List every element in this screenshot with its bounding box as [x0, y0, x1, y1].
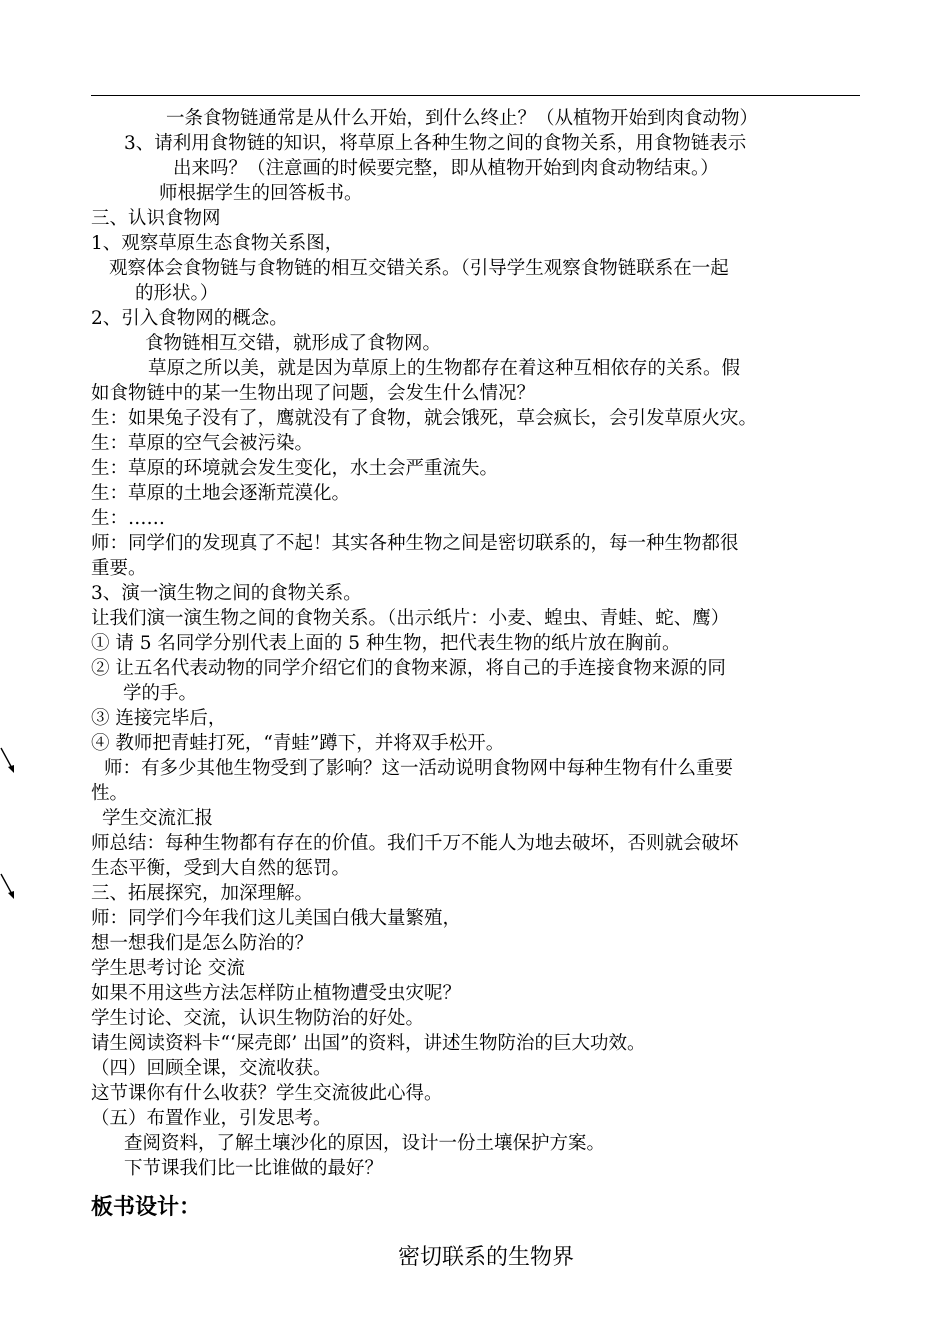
text-line: 生：…… [91, 508, 166, 529]
text-line: ④ 教师把青蛙打死，“青蛙”蹲下，并将双手松开。 [91, 733, 505, 754]
text-line: 草原之所以美，就是因为草原上的生物都存在着这种互相依存的关系。假 [148, 358, 741, 379]
text-line: 观察体会食物链与食物链的相互交错关系。（引导学生观察食物链联系在一起 [109, 258, 729, 279]
text-line: 想一想我们是怎么防治的？ [91, 933, 314, 954]
text-line: 师根据学生的回答板书。 [159, 183, 363, 204]
text-line: 下节课我们比一比谁做的最好？ [124, 1158, 384, 1179]
text-line: 让我们演一演生物之间的食物关系。（出示纸片：小麦、蝗虫、青蛙、蛇、鹰） [91, 608, 730, 629]
text-line: 学生思考讨论 交流 [91, 958, 245, 979]
text-line: 生：草原的环境就会发生变化，水土会严重流失。 [91, 458, 499, 479]
text-line: 学生讨论、交流，认识生物防治的好处。 [91, 1008, 425, 1029]
text-line: 师总结：每种生物都有存在的价值。我们千万不能人为地去破坏，否则就会破坏 [91, 833, 739, 854]
header-rule [91, 95, 860, 96]
text-line: 生：草原的空气会被污染。 [91, 433, 314, 454]
text-line: 性。 [91, 783, 129, 804]
margin-arrow-icon [0, 872, 16, 902]
text-line: ③ 连接完毕后， [91, 708, 227, 729]
text-line: 3、演一演生物之间的食物关系。 [91, 583, 362, 604]
text-line: 查阅资料，了解土壤沙化的原因，设计一份土壤保护方案。 [124, 1133, 606, 1154]
text-line: 如食物链中的某一生物出现了问题，会发生什么情况？ [91, 383, 536, 404]
text-line: 如果不用这些方法怎样防止植物遭受虫灾呢？ [91, 983, 462, 1004]
text-line: 的形状。） [135, 283, 219, 304]
board-design-heading: 板书设计： [91, 1195, 202, 1220]
text-line: 生：如果兔子没有了，鹰就没有了食物，就会饿死，草会疯长，会引发草原火灾。 [91, 408, 758, 429]
section-heading: （四）回顾全课，交流收获。 [91, 1058, 332, 1079]
text-line: 2、引入食物网的概念。 [91, 308, 288, 329]
section-heading: 三、认识食物网 [91, 208, 221, 229]
section-heading: （五）布置作业，引发思考。 [91, 1108, 332, 1129]
text-line: 生态平衡，受到大自然的惩罚。 [91, 858, 351, 879]
section-heading: 三、拓展探究，加深理解。 [91, 883, 314, 904]
text-line: 请生阅读资料卡“‘屎壳郎’ 出国”的资料，讲述生物防治的巨大功效。 [91, 1033, 646, 1054]
text-line: ② 让五名代表动物的同学介绍它们的食物来源，将自己的手连接食物来源的同 [91, 658, 726, 679]
text-line: 学生交流汇报 [102, 808, 214, 829]
margin-arrow-icon [0, 746, 16, 776]
text-line: 1、观察草原生态食物关系图， [91, 233, 344, 254]
text-line: 学的手。 [123, 683, 198, 704]
text-line: 师：同学们的发现真了不起！其实各种生物之间是密切联系的，每一种生物都很 [91, 533, 739, 554]
board-title: 密切联系的生物界 [398, 1245, 575, 1270]
text-line: ① 请 5 名同学分别代表上面的 5 种生物，把代表生物的纸片放在胸前。 [91, 633, 681, 654]
text-line: 出来吗？（注意画的时候要完整，即从植物开始到肉食动物结束。） [173, 158, 719, 179]
text-line: 重要。 [91, 558, 147, 579]
text-line: 生：草原的土地会逐渐荒漠化。 [91, 483, 351, 504]
text-line: 师：有多少其他生物受到了影响？这一活动说明食物网中每种生物有什么重要 [104, 758, 734, 779]
text-line: 一条食物链通常是从什么开始，到什么终止？（从植物开始到肉食动物） [166, 108, 759, 129]
text-line: 食物链相互交错，就形成了食物网。 [145, 333, 442, 354]
text-line: 这节课你有什么收获？学生交流彼此心得。 [91, 1083, 443, 1104]
text-line: 师：同学们今年我们这儿美国白俄大量繁殖， [91, 908, 462, 929]
text-line: 3、请利用食物链的知识，将草原上各种生物之间的食物关系，用食物链表示 [124, 133, 747, 154]
